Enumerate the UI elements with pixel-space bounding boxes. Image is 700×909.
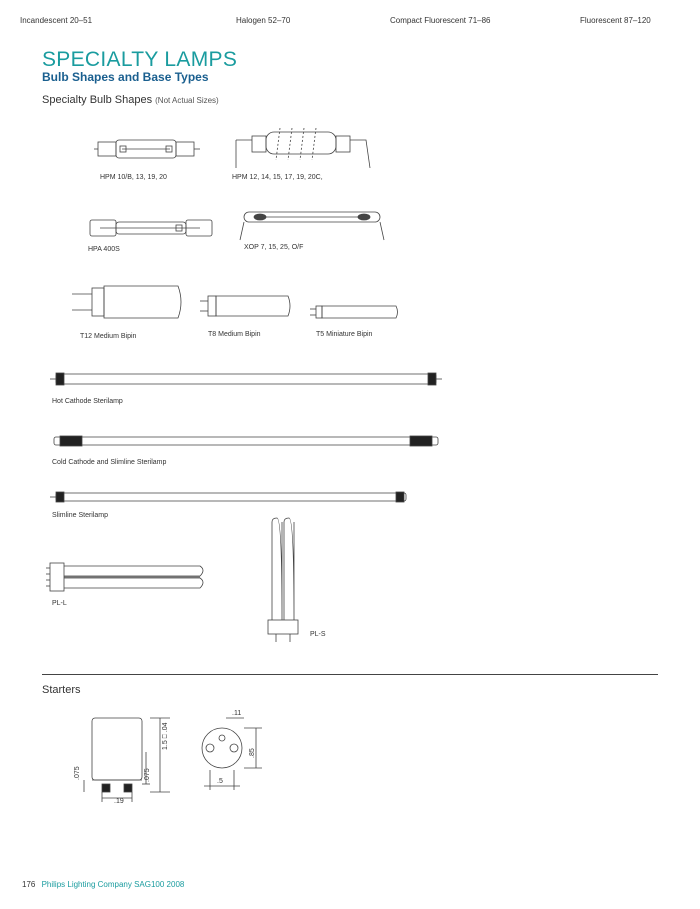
slimline-sterilamp-drawing (50, 492, 406, 502)
page-number: 176 (22, 880, 36, 889)
t8-lamp-drawing (200, 296, 290, 316)
dim-left-small: .075 (74, 766, 81, 780)
t5-lamp-drawing (310, 306, 398, 318)
header-category-fluorescent: Fluorescent 87–120 (580, 16, 651, 25)
caption-hot-cathode: Hot Cathode Sterilamp (52, 398, 123, 405)
pls-lamp-drawing (268, 518, 298, 642)
footer-brand: Philips Lighting Company SAG100 2008 (41, 880, 185, 889)
cold-cathode-sterilamp-drawing (54, 436, 438, 446)
caption-t8: T8 Medium Bipin (208, 331, 261, 338)
pll-lamp-drawing (46, 563, 203, 591)
caption-hpm10: HPM 10/B, 13, 19, 20 (100, 174, 167, 181)
dim-height-total: 1.5 ⎕ .04 (162, 722, 169, 750)
dim-top-right: .11 (232, 710, 242, 717)
caption-xop: XOP 7, 15, 25, O/F (244, 244, 304, 251)
hot-cathode-sterilamp-drawing (50, 373, 442, 385)
caption-hpa: HPA 400S (88, 246, 120, 253)
bulb-shapes-note: (Not Actual Sizes) (155, 96, 219, 105)
t12-lamp-drawing (72, 286, 181, 318)
starters-heading: Starters (42, 684, 81, 696)
hpa400s-lamp-drawing (90, 220, 212, 236)
hpm12-lamp-drawing (236, 128, 370, 168)
caption-cold-cathode: Cold Cathode and Slimline Sterilamp (52, 459, 167, 466)
page-title: SPECIALTY LAMPS (42, 48, 238, 71)
dim-pin-spacing: .5 (217, 778, 223, 785)
caption-hpm12: HPM 12, 14, 15, 17, 19, 20C, (232, 174, 323, 181)
caption-t5: T5 Miniature Bipin (316, 331, 373, 338)
dim-diameter: .85 (249, 748, 256, 758)
header-category-compact-fluorescent: Compact Fluorescent 71–86 (390, 16, 491, 25)
caption-pls: PL-S (310, 631, 326, 638)
hpm10-lamp-drawing (94, 140, 200, 158)
caption-pll: PL-L (52, 600, 67, 607)
caption-slimline: Slimline Sterilamp (52, 512, 109, 519)
dim-right-small: .075 (144, 768, 151, 782)
header-category-halogen: Halogen 52–70 (236, 16, 291, 25)
starter-side-view-drawing (84, 718, 170, 802)
xop-lamp-drawing (240, 212, 384, 240)
page-subtitle: Bulb Shapes and Base Types (42, 70, 209, 84)
header-category-incandescent: Incandescent 20–51 (20, 16, 93, 25)
caption-t12: T12 Medium Bipin (80, 333, 137, 340)
section-divider (42, 674, 658, 675)
dim-width-bottom: .19 (114, 798, 124, 805)
page-footer (22, 880, 184, 889)
bulb-shapes-heading-text: Specialty Bulb Shapes (42, 94, 153, 106)
